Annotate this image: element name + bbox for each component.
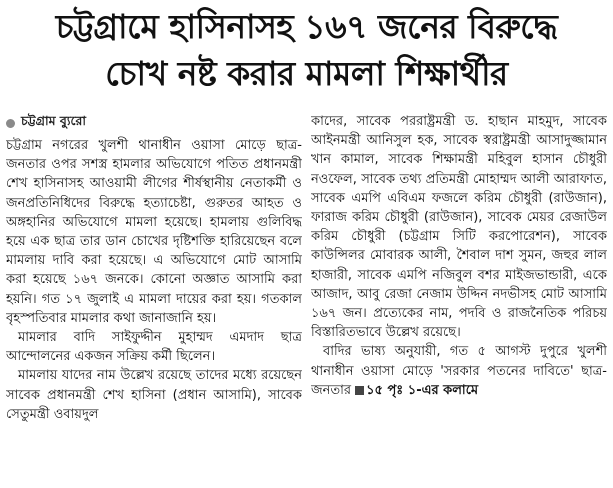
bullet-icon bbox=[6, 119, 15, 128]
article-paragraph-last bbox=[311, 342, 607, 400]
article-paragraph: চট্টগ্রাম নগরের খুলশী থানাধীন ওয়াসা মোড়ে ছাত্র-জনতার ওপর সশস্ত্র হামলার অভিযোগে পতিত প্রধানমন্ত্রী শেখ হাসিনাসহ আওয়ামী লীগের শীর্ষস্থানীয় নেতাকর্মী ও জনপ্রতিনিধিদের বিরুদ্ধে হত্যাচেষ্টা, গুরুতর আহত ও অঙ্গহানির অভিযোগে মামলা হয়েছে। হামলায় গুলিবিদ্ধ হয়ে এক ছাত্র তার ডান চোখের দৃষ্টিশক্তি হারিয়েছেন বলে মামলায় দাবি করা হয়েছে। এ অভিযোগে মোট আসামি করা হয়েছে ১৬৭ জনকে। কোনো অজ্ঞাত আসামি করা হয়নি। গত ১৭ জুলাই এ মামলা দায়ের করা হয়। গতকাল বৃহস্পতিবার মামলার কথা জানাজানি হয়। bbox=[6, 138, 302, 326]
article-paragraph: মামলার বাদি সাইফুদ্দীন মুহাম্মদ এমদাদ ছাত্র আন্দোলনের একজন সক্রিয় কর্মী ছিলেন। bbox=[6, 330, 302, 365]
square-icon bbox=[355, 386, 364, 395]
headline-line-1: চট্টগ্রামে হাসিনাসহ ১৬৭ জনের বিরুদ্ধে bbox=[55, 7, 558, 46]
article-column-right bbox=[311, 112, 607, 486]
continuation-marker bbox=[351, 383, 478, 398]
article-paragraph: কাদের, সাবেক পররাষ্ট্রমন্ত্রী ড. হাছান মাহমুদ, সাবেক আইনমন্ত্রী আনিসুল হক, সাবেক স্বরাষ্ট্রমন্ত্রী আসাদুজ্জামান খান কামাল, সাবেক শিক্ষামন্ত্রী মহিবুল হাসান চৌধুরী নওফেল, সাবেক তথ্য প্রতিমন্ত্রী মোহাম্মদ আলী আরাফাত, সাবেক এমপি এবিএম ফজলে করিম চৌধুরী (রাউজান), ফারাজ করিম চৌধুরী (রাউজান), সাবেক মেয়র রেজাউল করিম চৌধুরী (চট্টগ্রাম সিটি করপোরেশন), সাবেক কাউন্সিলর মোবারক আলী, শৈবাল দাশ সুমন, জহুর লাল হাজারী, সাবেক এমপি নজিবুল বশর মাইজভান্ডারী, একে আজাদ, আবু রেজা নেজাম উদ্দিন নদভীসহ মোট আসামি ১৬৭ জন। প্রত্যেকের নাম, পদবি ও রাজনৈতিক পরিচয় বিস্তারিতভাবে উল্লেখ রয়েছে। bbox=[311, 114, 607, 341]
byline-label: চট্টগ্রাম ব্যুরো bbox=[21, 113, 87, 128]
article-column-left bbox=[6, 112, 302, 486]
continuation-text: ১৫ পৃঃ ১-এর কলামে bbox=[366, 382, 479, 398]
article-paragraph-text: বাদির ভাষ্য অনুযায়ী, গত ৫ আগস্ট দুপুরে খুলশী থানাধীন ওয়াসা মোড়ে 'সরকার পতনের দাবিতে' ছাত্র-জনতার bbox=[311, 344, 607, 398]
article-paragraph: মামলায় যাদের নাম উল্লেখ রয়েছে তাদের মধ্যে রয়েছেন সাবেক প্রধানমন্ত্রী শেখ হাসিনা (প্রধান আসামি), সাবেক সেতুমন্ত্রী ওবায়দুল bbox=[6, 368, 302, 422]
byline bbox=[6, 112, 302, 134]
article-body bbox=[6, 112, 607, 486]
headline-line-2: চোখ নষ্ট করার মামলা শিক্ষার্থীর bbox=[105, 54, 508, 93]
